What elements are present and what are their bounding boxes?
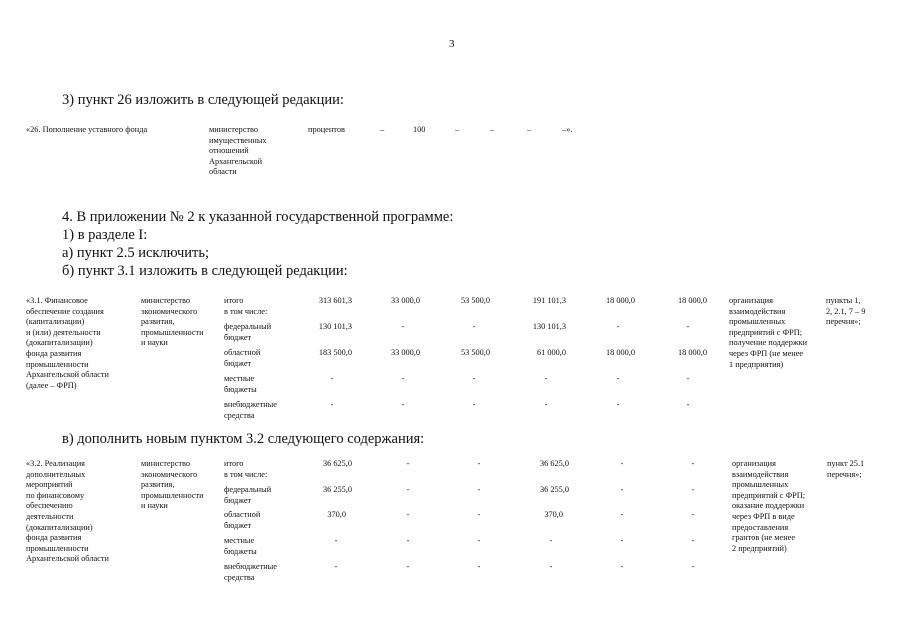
row32-source: итого в том числе:: [224, 459, 268, 479]
row32-value: -: [549, 536, 553, 545]
row26-value-5: –: [527, 125, 532, 134]
row31-value: -: [686, 400, 690, 409]
row32-value: -: [691, 510, 695, 519]
row32-value: -: [477, 536, 481, 545]
row31-value: -: [401, 400, 405, 409]
row32-value: 370,0: [327, 510, 346, 519]
row26-value-6: –».: [562, 125, 573, 134]
row31-value: 313 601,3: [318, 296, 352, 305]
row31-source: итого в том числе:: [224, 296, 268, 316]
row32-value: -: [620, 459, 624, 468]
row31-title: «3.1. Финансовое обеспечение создания (капитализации) и (или) деятельности (докапитализации) фонда развития промышленности Архангельской области (далее – ФРП): [26, 296, 109, 390]
row31-value: 18 000,0: [677, 348, 707, 357]
row31-value: 33 000,0: [390, 348, 420, 357]
row32-value: -: [691, 562, 695, 571]
row32-value: -: [406, 562, 410, 571]
row31-value: -: [472, 374, 476, 383]
row31-value: -: [544, 374, 548, 383]
row32-value: -: [406, 485, 410, 494]
section-line-item-31: б) пункт 3.1 изложить в следующей редакции:: [62, 263, 348, 279]
row31-value: -: [401, 322, 405, 331]
row32-value: -: [620, 536, 624, 545]
row32-source: внебюджетные средства: [224, 562, 277, 582]
row26-title: «26. Пополнение уставного фонда: [26, 125, 148, 134]
row32-value: -: [406, 510, 410, 519]
page-number: 3: [449, 38, 455, 50]
section-line-appendix: 4. В приложении № 2 к указанной государственной программе:: [62, 209, 454, 225]
row32-value: 36 255,0: [539, 485, 569, 494]
row26-value-4: –: [490, 125, 495, 134]
row31-value: -: [616, 400, 620, 409]
row32-value: -: [691, 536, 695, 545]
row32-executor: министерство экономического развития, промышленности и науки: [141, 459, 204, 511]
row32-link: пункт 25.1 перечня»;: [827, 459, 865, 479]
row32-value: -: [620, 562, 624, 571]
row31-value: 53 500,0: [460, 296, 490, 305]
row31-value: -: [544, 400, 548, 409]
row31-value: 130 101,3: [532, 322, 566, 331]
row31-result: организация взаимодействия промышленных предприятий с ФРП; получение поддержки через ФРП (не менее 1 предприятия): [729, 296, 808, 369]
row32-value: -: [477, 485, 481, 494]
row31-value: -: [330, 400, 334, 409]
row32-value: 36 625,0: [539, 459, 569, 468]
row31-value: 191 101,3: [532, 296, 566, 305]
row32-value: -: [406, 459, 410, 468]
row32-value: 370,0: [544, 510, 563, 519]
row26-unit: процентов: [308, 125, 345, 134]
row32-result: организация взаимодействия промышленных предприятий с ФРП; оказание поддержки через ФРП в виде предоставления грантов (не менее 2 предприятий): [732, 459, 806, 553]
row31-value: 18 000,0: [605, 296, 635, 305]
row32-value: -: [691, 485, 695, 494]
row32-value: -: [477, 562, 481, 571]
row31-value: 33 000,0: [390, 296, 420, 305]
row32-value: -: [334, 562, 338, 571]
row31-value: -: [472, 400, 476, 409]
row26-executor: министерство имущественных отношений Архангельской области: [209, 125, 267, 177]
section-line-exclude: а) пункт 2.5 исключить;: [62, 245, 210, 261]
row32-title: «3.2. Реализация дополнительных мероприятий по финансовому обеспечению деятельности (докапитализации) фонда развития промышленности Архангельской области: [26, 459, 109, 564]
row32-value: -: [477, 459, 481, 468]
row31-value: 61 000,0: [536, 348, 566, 357]
section-heading-item-26: 3) пункт 26 изложить в следующей редакции:: [62, 92, 344, 108]
row31-value: 18 000,0: [677, 296, 707, 305]
row32-value: -: [691, 459, 695, 468]
row31-value: -: [686, 322, 690, 331]
row26-value-3: –: [455, 125, 460, 134]
row31-value: -: [686, 374, 690, 383]
row31-value: 53 500,0: [460, 348, 490, 357]
row31-value: -: [330, 374, 334, 383]
row31-source: внебюджетные средства: [224, 400, 277, 420]
row32-source: федеральный бюджет: [224, 485, 272, 505]
row26-value-1: –: [380, 125, 385, 134]
row32-source: местные бюджеты: [224, 536, 257, 556]
row32-value: -: [406, 536, 410, 545]
section-line-part-1: 1) в разделе I:: [62, 227, 148, 243]
row32-value: -: [620, 510, 624, 519]
row31-value: -: [472, 322, 476, 331]
row31-value: -: [401, 374, 405, 383]
row31-executor: министерство экономического развития, промышленности и науки: [141, 296, 204, 348]
row32-source: областной бюджет: [224, 510, 261, 530]
row32-value: -: [549, 562, 553, 571]
row31-value: -: [616, 374, 620, 383]
row32-value: 36 625,0: [322, 459, 352, 468]
row32-value: -: [620, 485, 624, 494]
row31-value: 183 500,0: [318, 348, 352, 357]
row31-source: местные бюджеты: [224, 374, 257, 394]
row32-value: -: [477, 510, 481, 519]
row26-value-2: 100: [413, 125, 426, 134]
row31-link: пункты 1, 2, 2.1, 7 – 9 перечня»;: [826, 296, 866, 327]
section-heading-item-32: в) дополнить новым пунктом 3.2 следующего содержания:: [62, 431, 425, 447]
row32-value: -: [334, 536, 338, 545]
row31-value: 130 101,3: [318, 322, 352, 331]
row31-value: -: [616, 322, 620, 331]
row31-source: федеральный бюджет: [224, 322, 272, 342]
row31-source: областной бюджет: [224, 348, 261, 368]
row31-value: 18 000,0: [605, 348, 635, 357]
row32-value: 36 255,0: [322, 485, 352, 494]
